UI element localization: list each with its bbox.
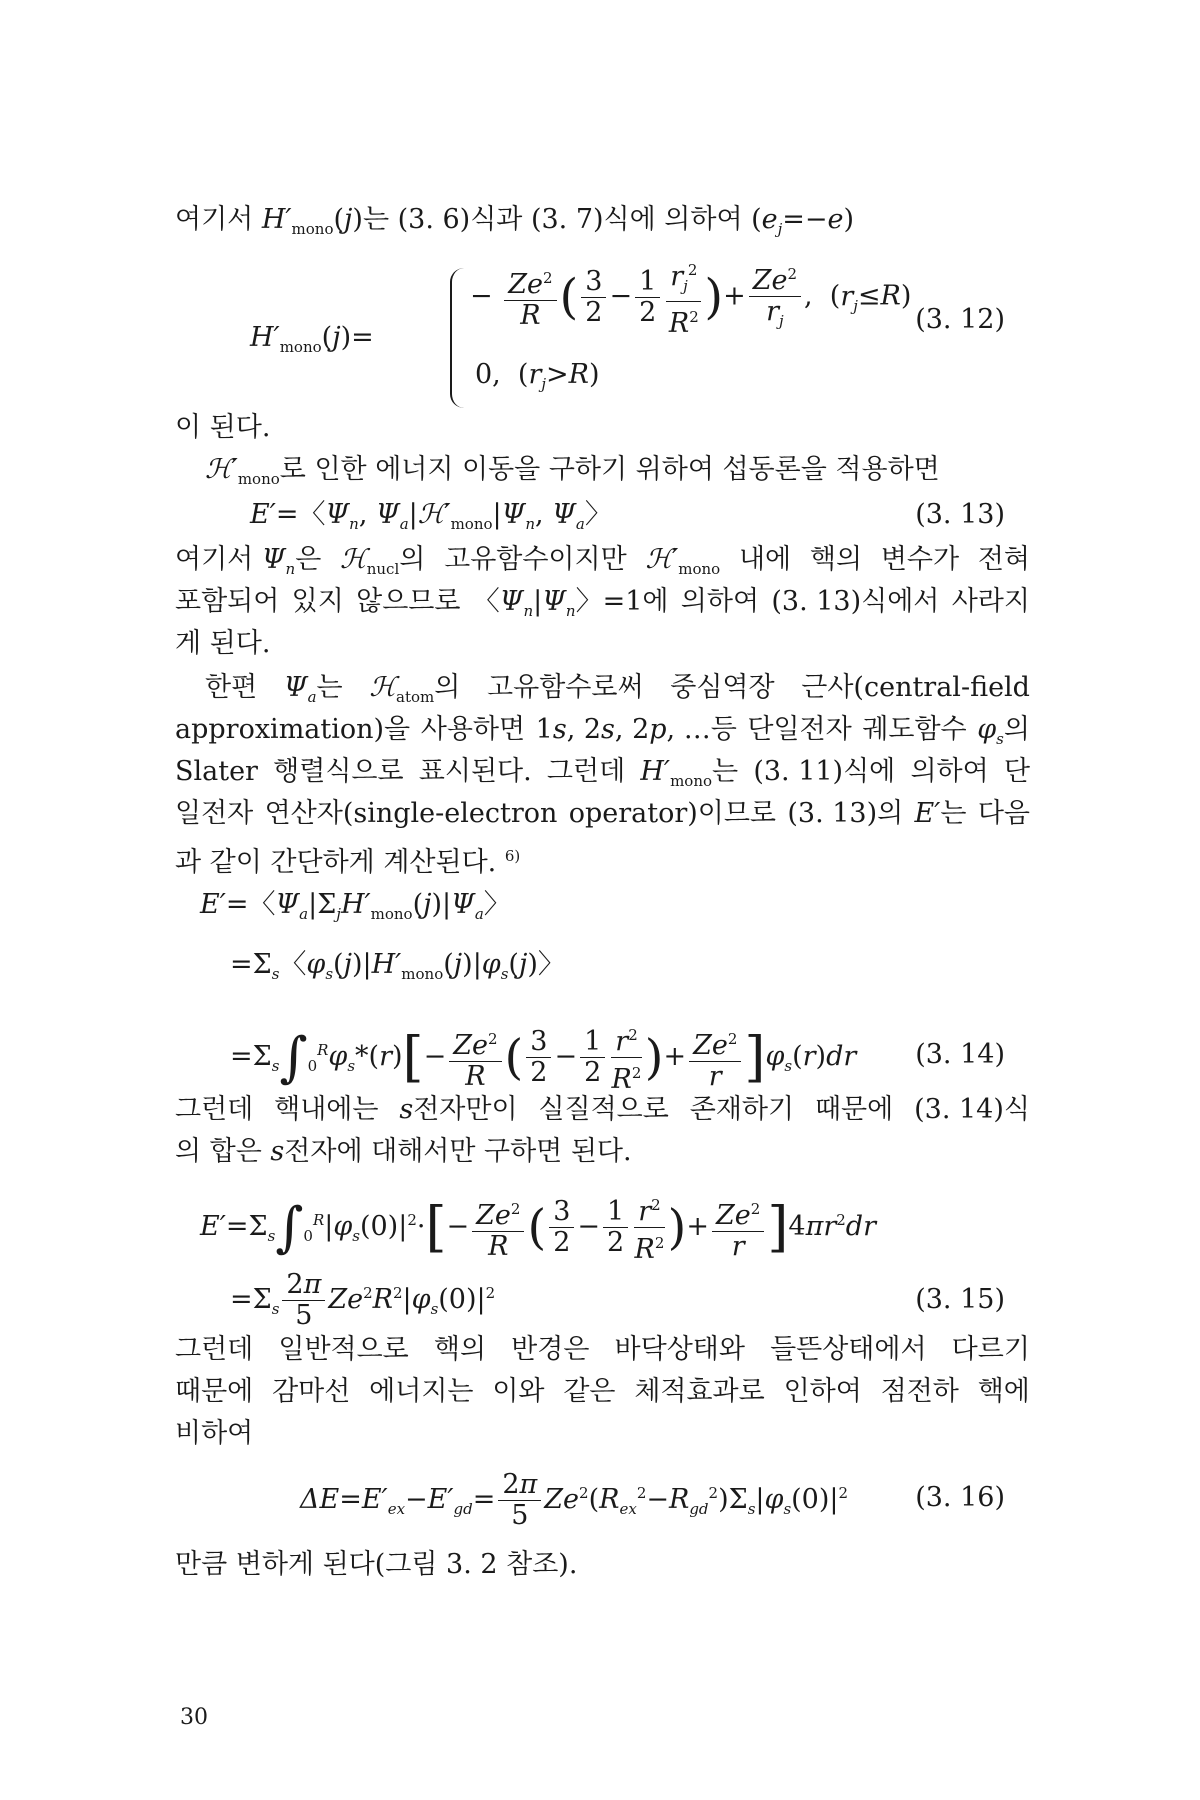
- text-line: Slater 행렬식으로 표시된다. 그런데 $H'_{mono}$는 (3. 11)식에 의하여 단: [175, 756, 1030, 790]
- text-line: 이 된다.: [175, 412, 271, 443]
- text-line: $ℋ'_{mono}$로 인한 에너지 이동을 구하기 위하여 섭동론을 적용하면: [205, 454, 940, 488]
- equation-label: (3. 13): [915, 499, 1005, 530]
- text-line: 게 된다.: [175, 628, 271, 659]
- equation-3-15-line2: $=\Sigma_s$ $\frac{2\pi}{5}$ $Ze^2R^2|\varphi_s(0)|^2$: [230, 1269, 496, 1331]
- text-line: 그런데 핵내에는 s전자만이 실질적으로 존재하기 때문에 (3. 14)식: [175, 1094, 1030, 1125]
- equation-label: (3. 16): [915, 1482, 1005, 1513]
- text-line: 과 같이 간단하게 계산된다. $^{6)}$: [175, 847, 521, 878]
- equation-3-14-line3: $=\Sigma_s\int_0^R\varphi_s*(r)[-$ $\frac{Ze^2}{R}$ ( $\frac{3}{2}$ − $\frac{1}{2}$ $\frac{r^2}{R^2}$ )+ $\frac{Ze^2}{r}$ ]$\varphi_s(r)dr$: [230, 1020, 856, 1095]
- text-line: 일전자 연산자(single-electron operator)이므로 (3. 13)의 E′는 다음: [175, 798, 1030, 829]
- text-line: 의 합은 s전자에 대해서만 구하면 된다.: [175, 1136, 632, 1167]
- text-line: approximation)을 사용하면 1s, 2s, 2p, …등 단일전자 궤도함수 $\varphi_s$의: [175, 714, 1030, 748]
- equation-3-12-case2: 0, $(r_j>R)$: [475, 359, 600, 393]
- equation-3-12-case1: − $\frac{Ze^2}{R}$ ( $\frac{3}{2}$ − $\frac{1}{2}$ $\frac{r_j^2}{R^2}$ )+ $\frac{Ze^2}{r_j}$ , $(r_j\le R)$: [470, 255, 911, 339]
- page-number: 30: [180, 1705, 208, 1730]
- text-line: 만큼 변하게 된다(그림 3. 2 참조).: [175, 1549, 578, 1580]
- text-line: 한편 $\Psi_a$는 ℋ$_{atom}$의 고유함수로써 중심역장 근사(central-field: [205, 672, 1030, 706]
- equation-3-16: $\Delta E=E'_{ex}-E'_{gd}=$ $\frac{2\pi}{5}$ $Ze^2(R_{ex}^2-R_{gd}^2)\Sigma_s|\varphi_s(0)|^2$: [300, 1469, 849, 1531]
- equation-label: (3. 15): [915, 1284, 1005, 1315]
- equation-label: (3. 12): [915, 304, 1005, 335]
- equation-brace: [450, 268, 466, 408]
- text-line: 비하여: [175, 1418, 254, 1449]
- text-line: 여기서 $H'_{mono}(j)$는 (3. 6)식과 (3. 7)식에 의하여 $(e_j=-e)$: [175, 204, 855, 238]
- equation-3-15-line1: $E'=\Sigma_s\int_0^R|\varphi_s(0)|^2\cdot[-$ $\frac{Ze^2}{R}$ ( $\frac{3}{2}$ − $\frac{1}{2}$ $\frac{r^2}{R^2}$ )+ $\frac{Ze^2}{r}$ ]$4\pi r^2dr$: [200, 1190, 876, 1265]
- equation-3-12-lhs: $H'_{mono}(j)=$: [250, 322, 374, 356]
- text-line: 여기서 $\Psi_n$은 ℋ$_{nucl}$의 고유함수이지만 $ℋ'_{mono}$ 내에 핵의 변수가 전혀: [175, 544, 1030, 578]
- equation-3-13: E′=〈$\Psi_n$, $\Psi_a|ℋ'_{mono}|\Psi_n$, $\Psi_a$〉: [250, 499, 612, 533]
- text-line: 때문에 감마선 에너지는 이와 같은 체적효과로 인하여 점전하 핵에: [175, 1376, 1030, 1407]
- equation-3-14-line1: E′=〈$\Psi_a|\Sigma_jH'_{mono}(j)|\Psi_a$〉: [200, 889, 511, 923]
- equation-label: (3. 14): [915, 1039, 1005, 1070]
- text-line: 포함되어 있지 않으므로 〈$\Psi_n|\Psi_n$〉=1에 의하여 (3. 13)식에서 사라지: [175, 586, 1030, 620]
- equation-3-14-line2: $=\Sigma_s$〈$\varphi_s(j)|H'_{mono}(j)|\varphi_s(j)$〉: [230, 949, 565, 983]
- text-line: 그런데 일반적으로 핵의 반경은 바닥상태와 들뜬상태에서 다르기: [175, 1334, 1030, 1365]
